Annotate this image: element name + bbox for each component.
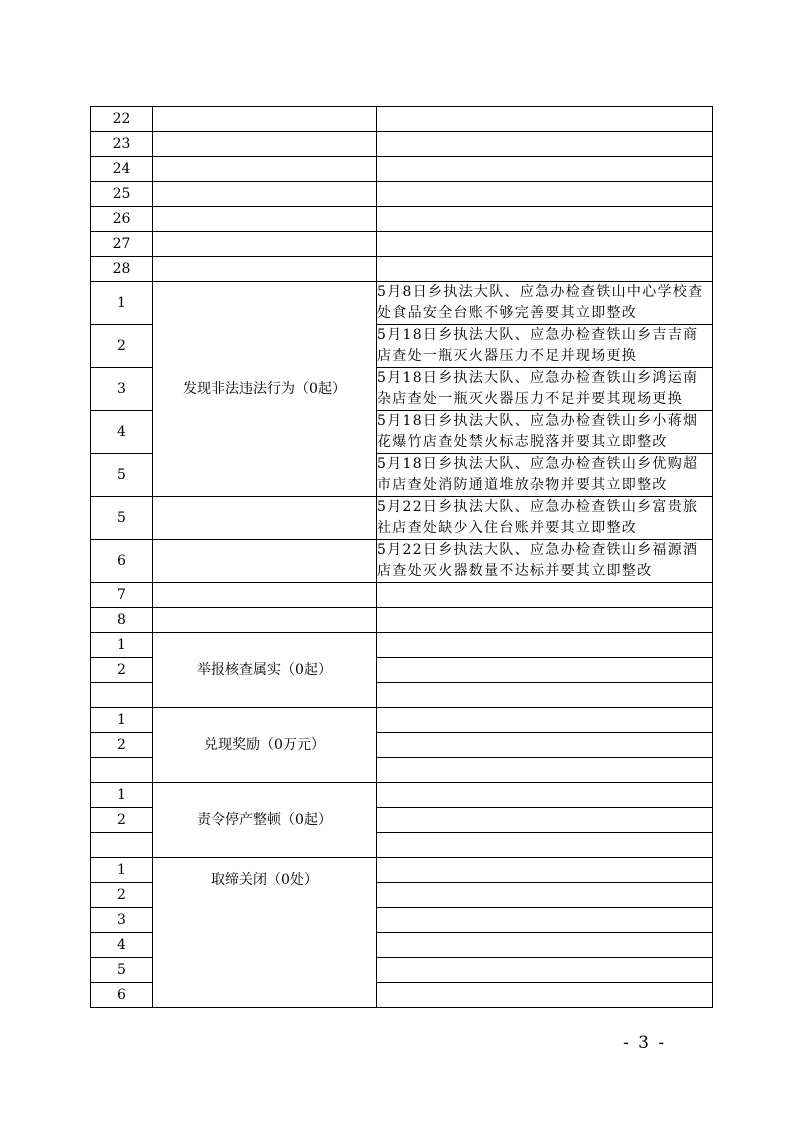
- detail-cell: [377, 257, 713, 282]
- table-row: [91, 232, 713, 257]
- row-number: 1: [91, 783, 153, 808]
- row-number: 24: [91, 157, 153, 182]
- row-number: 6: [91, 983, 153, 1008]
- detail-cell: [377, 107, 713, 132]
- category-cell: [153, 182, 377, 207]
- detail-cell: [377, 182, 713, 207]
- row-number: 1: [91, 858, 153, 883]
- detail-cell: [377, 232, 713, 257]
- table-row: [91, 633, 713, 658]
- detail-cell: [377, 132, 713, 157]
- detail-cell: [377, 733, 713, 758]
- detail-cell: [377, 708, 713, 733]
- detail-cell: [377, 933, 713, 958]
- detail-cell: 5月18日乡执法大队、应急办检查铁山乡鸿运南杂店查处一瓶灭火器压力不足并要其现场更换: [377, 368, 713, 411]
- table-row: [91, 257, 713, 282]
- detail-cell: [377, 633, 713, 658]
- detail-cell: 5月18日乡执法大队、应急办检查铁山乡小蒋烟花爆竹店查处禁火标志脱落并要其立即整改: [377, 411, 713, 454]
- detail-cell: [377, 608, 713, 633]
- detail-cell: [377, 783, 713, 808]
- category-suspension: 责令停产整顿（0起）: [153, 783, 377, 858]
- detail-cell: 5月22日乡执法大队、应急办检查铁山乡富贵旅社店查处缺少入住台账并要其立即整改: [377, 497, 713, 540]
- category-reports: 举报核查属实（0起）: [153, 633, 377, 708]
- row-number: 1: [91, 633, 153, 658]
- detail-cell: [377, 583, 713, 608]
- category-cell: [153, 608, 377, 633]
- category-cell: [153, 207, 377, 232]
- row-number: [91, 683, 153, 708]
- row-number: 26: [91, 207, 153, 232]
- table-row: [91, 182, 713, 207]
- row-number: 2: [91, 733, 153, 758]
- row-number: 1: [91, 708, 153, 733]
- table-row: [91, 157, 713, 182]
- category-violations: 发现非法违法行为（0起）: [153, 282, 377, 497]
- table-row: [91, 497, 713, 540]
- row-number: 7: [91, 583, 153, 608]
- table-row: [91, 107, 713, 132]
- detail-cell: [377, 908, 713, 933]
- detail-cell: 5月8日乡执法大队、应急办检查铁山中心学校查处食品安全台账不够完善要其立即整改: [377, 282, 713, 325]
- detail-cell: 5月22日乡执法大队、应急办检查铁山乡福源酒店查处灭火器数量不达标并要其立即整改: [377, 540, 713, 583]
- row-number: 22: [91, 107, 153, 132]
- detail-cell: [377, 883, 713, 908]
- category-cell: [153, 157, 377, 182]
- row-number: 27: [91, 232, 153, 257]
- category-rewards: 兑现奖励（0万元）: [153, 708, 377, 783]
- detail-cell: [377, 983, 713, 1008]
- row-number: 5: [91, 958, 153, 983]
- row-number: [91, 758, 153, 783]
- table-row: [91, 282, 713, 325]
- table-row: [91, 708, 713, 733]
- detail-cell: [377, 658, 713, 683]
- row-number: 2: [91, 658, 153, 683]
- category-cell: [153, 232, 377, 257]
- category-closure: 取缔关闭（0处）: [153, 858, 377, 1008]
- row-number: 2: [91, 808, 153, 833]
- table-row: [91, 583, 713, 608]
- row-number: 2: [91, 325, 153, 368]
- row-number: 4: [91, 933, 153, 958]
- row-number: 5: [91, 497, 153, 540]
- category-cell: [153, 132, 377, 157]
- category-cell: [153, 257, 377, 282]
- detail-cell: 5月18日乡执法大队、应急办检查铁山乡吉吉商店查处一瓶灭火器压力不足并现场更换: [377, 325, 713, 368]
- row-number: 5: [91, 454, 153, 497]
- page-number: - 3 -: [623, 1033, 667, 1053]
- row-number: 28: [91, 257, 153, 282]
- category-cell: [153, 583, 377, 608]
- row-number: 1: [91, 282, 153, 325]
- detail-cell: 5月18日乡执法大队、应急办检查铁山乡优购超市店查处消防通道堆放杂物并要其立即整改: [377, 454, 713, 497]
- row-number: 3: [91, 368, 153, 411]
- row-number: [91, 833, 153, 858]
- row-number: 4: [91, 411, 153, 454]
- table-row: [91, 783, 713, 808]
- detail-cell: [377, 833, 713, 858]
- row-number: 2: [91, 883, 153, 908]
- detail-cell: [377, 808, 713, 833]
- detail-cell: [377, 157, 713, 182]
- category-cell: [153, 497, 377, 540]
- detail-cell: [377, 858, 713, 883]
- table-row: [91, 540, 713, 583]
- detail-cell: [377, 207, 713, 232]
- table-row: [91, 207, 713, 232]
- row-number: 6: [91, 540, 153, 583]
- row-number: 25: [91, 182, 153, 207]
- category-cell: [153, 107, 377, 132]
- detail-cell: [377, 958, 713, 983]
- table-row: [91, 132, 713, 157]
- detail-cell: [377, 758, 713, 783]
- row-number: 3: [91, 908, 153, 933]
- inspection-table: [90, 106, 713, 1008]
- table-row: [91, 608, 713, 633]
- detail-cell: [377, 683, 713, 708]
- row-number: 23: [91, 132, 153, 157]
- table-row: [91, 858, 713, 883]
- category-cell: [153, 540, 377, 583]
- row-number: 8: [91, 608, 153, 633]
